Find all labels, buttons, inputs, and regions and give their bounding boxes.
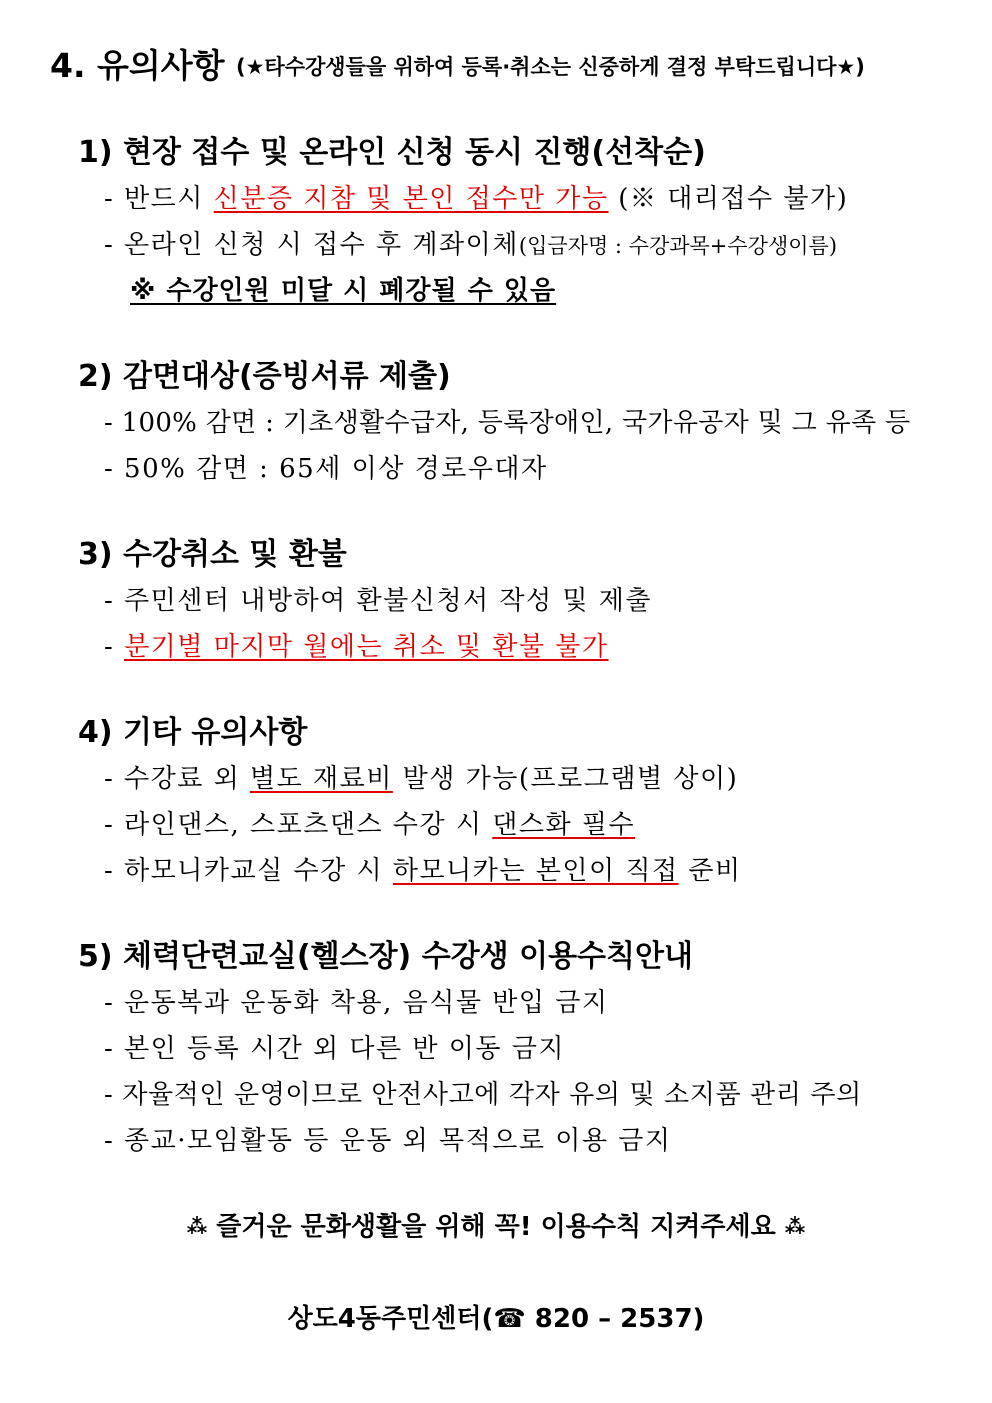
section-1-title: 1) 현장 접수 및 온라인 신청 동시 진행(선착순): [78, 135, 706, 170]
title-text: 4. 유의사항: [50, 46, 225, 85]
emphasis-text: 별도 재료비: [250, 764, 393, 794]
section-1-line-2: [104, 227, 837, 264]
section-4-line-3: [104, 853, 742, 889]
line-text: - 수강료 외: [104, 764, 251, 794]
section-5-line-4: - 종교·모임활동 등 운동 외 목적으로 이용 금지: [104, 1126, 672, 1156]
section-1-note: ※ 수강인원 미달 시 폐강될 수 있음: [130, 276, 557, 306]
section-3-line-1: - 주민센터 내방하여 환불신청서 작성 및 제출: [104, 586, 652, 616]
line-text: (※ 대리접수 불가): [608, 184, 849, 214]
star-icon: ⁂: [784, 1214, 806, 1238]
emphasis-text: 신분증 지참 및 본인 접수만 가능: [213, 184, 609, 214]
closing-message-text: 즐거운 문화생활을 위해 꼭! 이용수칙 지켜주세요: [216, 1212, 776, 1242]
section-5-line-1: - 운동복과 운동화 착용, 음식물 반입 금지: [104, 988, 609, 1018]
section-5-line-2: - 본인 등록 시간 외 다른 반 이동 금지: [104, 1034, 566, 1064]
emphasis-text: 분기별 마지막 월에는 취소 및 환불 불가: [124, 632, 609, 662]
closing-message: [0, 1207, 992, 1246]
line-text: 준비: [678, 856, 742, 886]
line-small-text: (입금자명 : 수강과목+수강생이름): [518, 234, 838, 258]
section-5-line-3: - 자율적인 운영이므로 안전사고에 각자 유의 및 소지품 관리 주의: [104, 1080, 862, 1110]
emphasis-text: 댄스화 필수: [492, 810, 636, 840]
section-3-line-2: [104, 629, 609, 665]
section-2-line-2: - 50% 감면 : 65세 이상 경로우대자: [104, 454, 548, 484]
section-2-title: 2) 감면대상(증빙서류 제출): [78, 359, 451, 394]
line-text: - 온라인 신청 시 접수 후 계좌이체: [104, 230, 519, 260]
section-4-line-1: [104, 761, 738, 797]
title-note: (★타수강생들을 위하여 등록·취소는 신중하게 결정 부탁드립니다★): [236, 55, 865, 79]
line-text: 발생 가능(프로그램별 상이): [392, 764, 739, 794]
section-4-title: 4) 기타 유의사항: [78, 715, 308, 750]
section-5-title: 5) 체력단련교실(헬스장) 수강생 이용수칙안내: [78, 939, 693, 974]
line-text: -: [104, 632, 125, 662]
page-title: [50, 45, 865, 88]
line-text: - 반드시: [104, 184, 214, 214]
center-contact: [0, 1300, 992, 1338]
phone-number: 820 – 2537): [525, 1304, 705, 1334]
emphasis-text: 하모니카는 본인이 직접: [392, 856, 679, 886]
section-1-line-1: [104, 181, 848, 217]
section-2-line-1: - 100% 감면 : 기초생활수급자, 등록장애인, 국가유공자 및 그 유족 등: [104, 408, 911, 438]
section-4-line-2: [104, 807, 635, 843]
center-name: 상도4동주민센터(: [287, 1304, 494, 1334]
line-text: - 라인댄스, 스포츠댄스 수강 시: [104, 810, 493, 840]
star-icon: ⁂: [186, 1214, 208, 1238]
line-text: - 하모니카교실 수강 시: [104, 856, 393, 886]
phone-icon: ☎: [493, 1304, 526, 1334]
section-3-title: 3) 수강취소 및 환불: [78, 537, 347, 572]
